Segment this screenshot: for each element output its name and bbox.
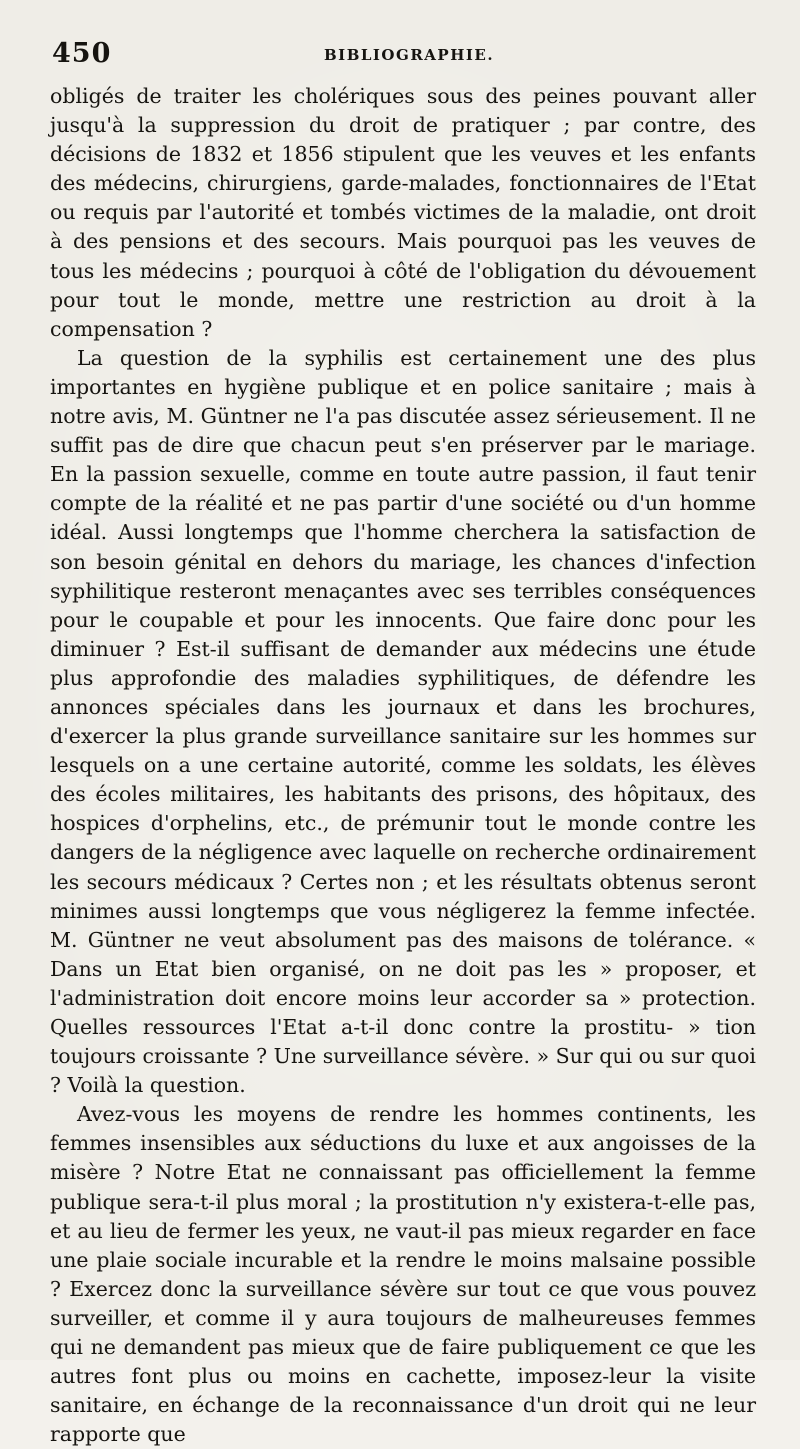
running-head: BIBLIOGRAPHIE. <box>324 46 495 64</box>
paragraph-syphilis: La question de la syphilis est certainement une des plus importantes en hygiène publique et en police sanitaire ; mais à notre avis, M. Güntner ne l'a pas discutée assez sérieusement. Il ne suffit pas de dire que chacun peut s'en préserver par le mariage. En la passion sexuelle, comme en toute autre passion, il faut tenir compte de la réalité et ne pas partir d'une société ou d'un homme idéal. Aussi longtemps que l'homme cherchera la satisfaction de son besoin génital en dehors du mariage, les chances d'infection syphilitique resteront menaçantes avec ses terribles conséquences pour le coupable et pour les innocents. Que faire donc pour les diminuer ? Est-il suffisant de demander aux médecins une étude plus approfondie des maladies syphilitiques, de défendre les annonces spéciales dans les journaux et dans les brochures, d'exercer la plus grande surveillance sanitaire sur les hommes sur lesquels on a une certaine autorité, comme les soldats, les élèves des écoles militaires, les habitants des prisons, des hôpitaux, des hospices d'orphelins, etc., de prémunir tout le monde contre les dangers de la négligence avec laquelle on recherche ordinairement les secours médicaux ? Certes non ; et les résultats obtenus seront minimes aussi longtemps que vous négligerez la femme infectée. M. Güntner ne veut absolument pas des maisons de tolérance. « Dans un Etat bien organisé, on ne doit pas les » proposer, et l'administration doit encore moins leur accorder sa » protection. Quelles ressources l'Etat a-t-il donc contre la prostitu- » tion toujours croissante ? Une surveillance sévère. » Sur qui ou sur quoi ? Voilà la question. <box>50 345 756 1098</box>
paragraph-moyens: Avez-vous les moyens de rendre les hommes continents, les femmes insensibles aux séductions du luxe et aux angoisses de la misère ? Notre Etat ne connaissant pas officiellement la femme publique sera-t-il plus moral ; la prostitution n'y existera-t-elle pas, et au lieu de fermer les yeux, ne vaut-il pas mieux regarder en face une plaie sociale incurable et la rendre le moins malsaine possible ? Exercez donc la surveillance sévère sur tout ce que vous pouvez surveiller, et comme il y aura toujours de malheureuses femmes qui ne demandent pas mieux que de faire publiquement ce que les autres font plus ou moins en cachette, imposez-leur la visite sanitaire, en échange de la reconnaissance d'un droit qui ne leur rapporte que <box>50 1102 756 1447</box>
page-header <box>52 38 740 78</box>
paragraph-continuation: obligés de traiter les cholériques sous des peines pouvant aller jusqu'à la suppression du droit de pratiquer ; par contre, des décisions de 1832 et 1856 stipulent que les veuves et les enfants des médecins, chirurgiens, garde-malades, fonctionnaires de l'Etat ou requis par l'autorité et tombés victimes de la maladie, ont droit à des pensions et des secours. Mais pourquoi pas les veuves de tous les médecins ; pourquoi à côté de l'obligation du dévouement pour tout le monde, mettre une restriction au droit à la compensation ? <box>50 84 756 341</box>
body-text <box>50 82 756 1449</box>
page-number: 450 <box>52 38 112 69</box>
